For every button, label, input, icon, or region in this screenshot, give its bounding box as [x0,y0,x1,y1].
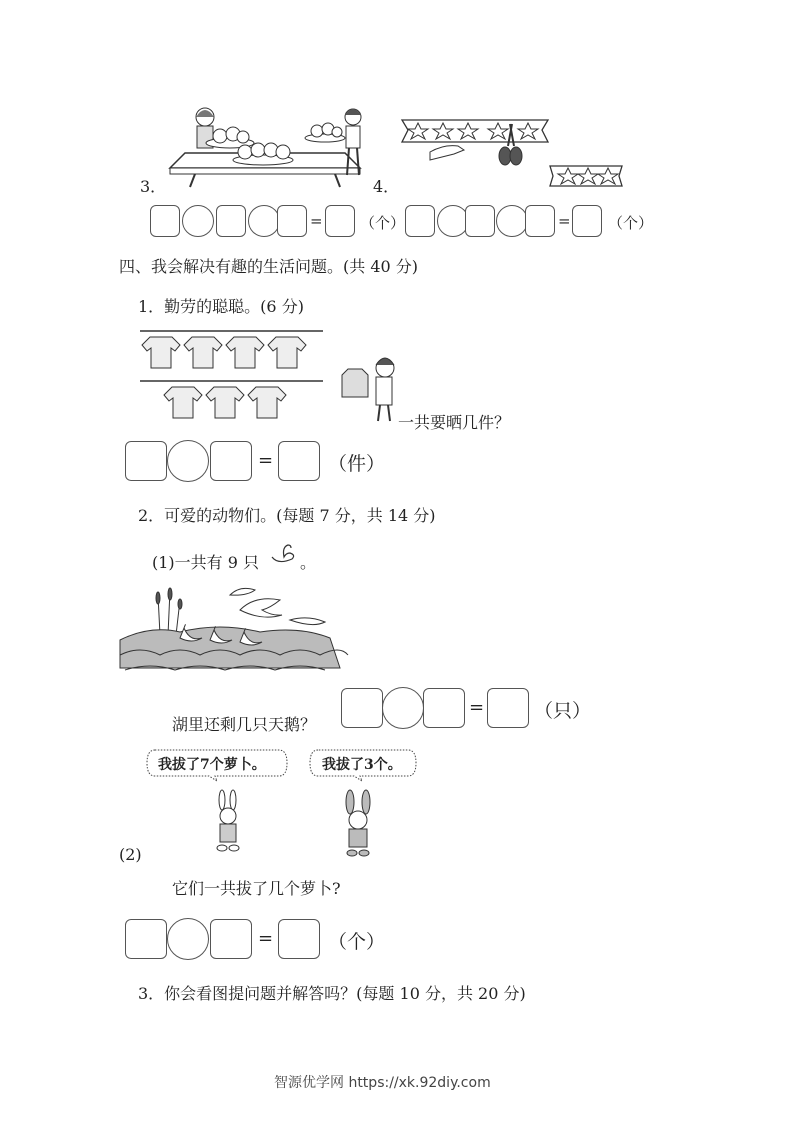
answer-box[interactable] [210,919,252,959]
answer-box[interactable] [341,688,383,728]
rabbit-right-illustration [338,790,378,860]
speech-bubble-right-text: 我拔了3个。 [322,757,402,773]
apples-table-illustration [165,105,365,190]
answer-box[interactable] [216,205,246,237]
unit-label: （件） [328,453,386,475]
stars-strip-illustration [400,118,625,190]
operator-circle[interactable] [182,205,214,237]
operator-circle[interactable] [167,918,209,960]
equals-sign: = [310,212,323,230]
footer-watermark: 智源优学网 https://xk.92diy.com [274,1075,491,1091]
question-2-title: 2．可爱的动物们。(每题 7 分，共 14 分) [138,506,436,525]
question-3-title: 3．你会看图提问题并解答吗？(每题 10 分，共 20 分) [138,984,526,1003]
operator-circle[interactable] [382,687,424,729]
answer-box[interactable] [125,919,167,959]
problem-4-number: 4． [373,177,400,196]
equals-sign: = [258,450,274,471]
equals-sign: = [258,928,274,949]
answer-box[interactable] [465,205,495,237]
question-2-1-prompt: 湖里还剩几只天鹅？ [172,715,317,734]
equals-sign: = [469,697,485,718]
problem-3-number: 3． [140,177,167,196]
operator-circle[interactable] [496,205,528,237]
question-2-1-prefix: (1)一共有 9 只 [152,553,260,572]
question-2-1-suffix: 。 [300,553,317,572]
answer-box[interactable] [277,205,307,237]
result-box[interactable] [278,919,320,959]
unit-label: （个） [328,931,386,953]
result-box[interactable] [487,688,529,728]
section-heading: 四、我会解决有趣的生活问题。(共 40 分) [119,257,419,276]
answer-box[interactable] [210,441,252,481]
answer-box[interactable] [405,205,435,237]
answer-box[interactable] [125,441,167,481]
operator-circle[interactable] [248,205,280,237]
operator-circle[interactable] [167,440,209,482]
question-2-2-label: (2) [119,845,142,864]
question-2-2-prompt: 它们一共拔了几个萝卜? [172,879,341,898]
answer-box[interactable] [525,205,555,237]
answer-box[interactable] [150,205,180,237]
equals-sign: = [558,212,571,230]
speech-bubble-left-text: 我拔了7个萝卜。 [158,757,266,773]
unit-label: （只） [534,700,592,722]
result-box[interactable] [278,441,320,481]
answer-box[interactable] [423,688,465,728]
swan-icon [268,541,298,565]
result-box[interactable] [325,205,355,237]
rabbit-left-illustration [208,790,248,855]
clothesline-shirts-illustration [138,325,398,425]
question-1-title: 1．勤劳的聪聪。(6 分) [138,297,304,316]
result-box[interactable] [572,205,602,237]
unit-label: （个） [608,214,654,232]
question-1-prompt: 一共要晒几件？ [398,413,511,432]
lake-swans-illustration [120,580,348,675]
unit-label: （个） [360,214,406,232]
